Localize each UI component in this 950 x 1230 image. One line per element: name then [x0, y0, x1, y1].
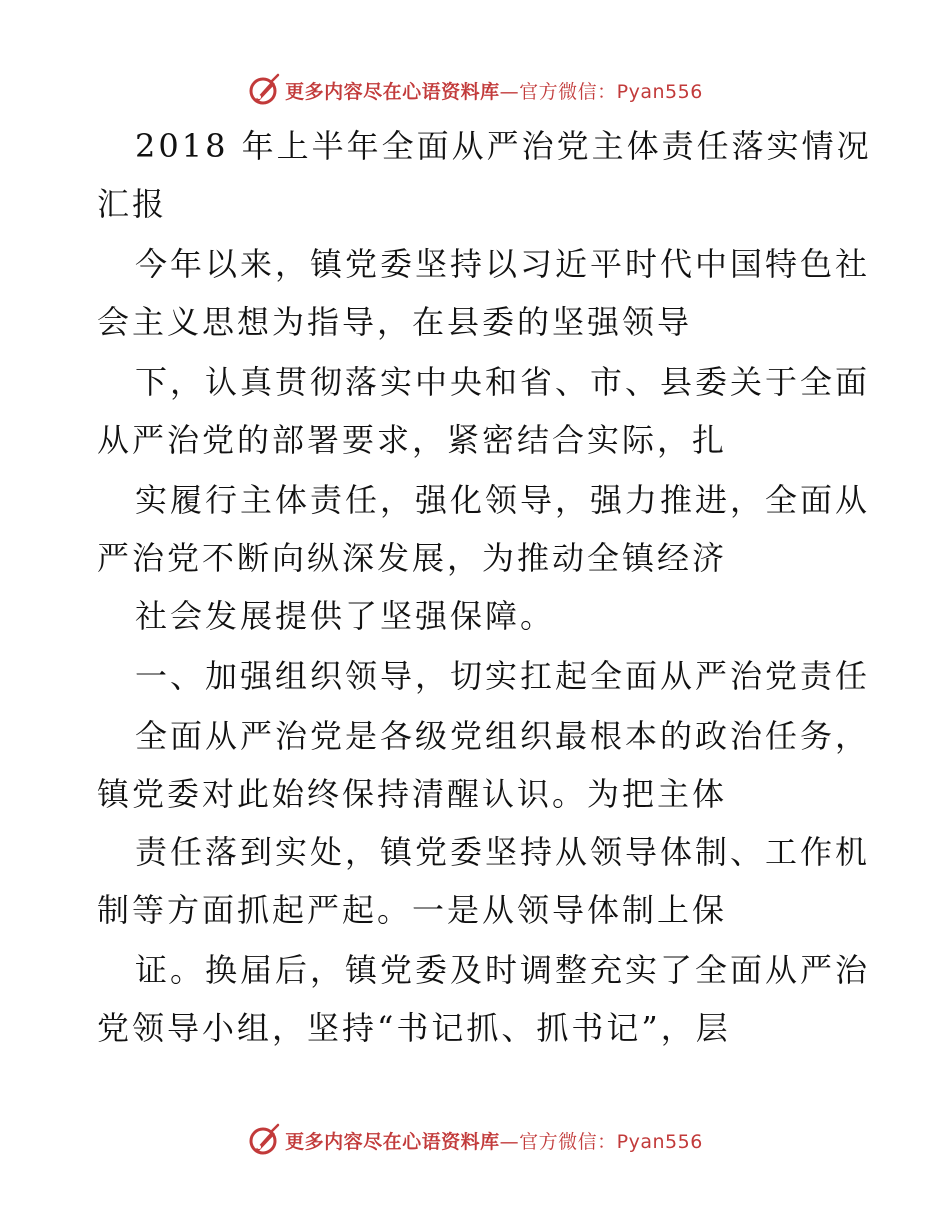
watermark-text	[285, 1127, 703, 1154]
document-title-line-2: 汇报	[97, 185, 168, 223]
paragraph-line: 制等方面抓起严起。一是从领导体制上保	[97, 891, 728, 929]
paragraph-line: 严治党不断向纵深发展，为推动全镇经济	[97, 539, 728, 577]
watermark-banner-bottom	[0, 1122, 950, 1158]
watermark-suffix: —官方微信：Pyan556	[499, 1130, 703, 1153]
watermark-prefix: 更多内容尽在心语资料库	[285, 1130, 500, 1153]
watermark-suffix: —官方微信：Pyan556	[499, 80, 703, 103]
paragraph-line: 社会发展提供了坚强保障。	[135, 597, 556, 635]
paragraph-line: 下，认真贯彻落实中央和省、市、县委关于全面	[135, 363, 871, 401]
watermark-prefix: 更多内容尽在心语资料库	[285, 80, 500, 103]
document-title-line-1: 2018 年上半年全面从严治党主体责任落实情况	[135, 127, 872, 165]
paragraph-line: 全面从严治党是各级党组织最根本的政治任务，	[135, 717, 871, 755]
section-heading: 一、加强组织领导，切实扛起全面从严治党责任	[135, 657, 871, 695]
paragraph-line: 责任落到实处，镇党委坚持从领导体制、工作机	[135, 833, 871, 871]
quill-pen-seal-icon	[247, 1123, 281, 1157]
paragraph-line: 实履行主体责任，强化领导，强力推进，全面从	[135, 481, 871, 519]
paragraph-line: 从严治党的部署要求，紧密结合实际，扎	[97, 421, 728, 459]
paragraph-line: 党领导小组，坚持“书记抓、抓书记”，层	[97, 1009, 731, 1047]
paragraph-line: 今年以来，镇党委坚持以习近平时代中国特色社	[135, 245, 871, 283]
paragraph-line: 会主义思想为指导，在县委的坚强领导	[97, 303, 693, 341]
paragraph-line: 镇党委对此始终保持清醒认识。为把主体	[97, 775, 728, 813]
paragraph-line: 证。换届后，镇党委及时调整充实了全面从严治	[135, 951, 871, 989]
